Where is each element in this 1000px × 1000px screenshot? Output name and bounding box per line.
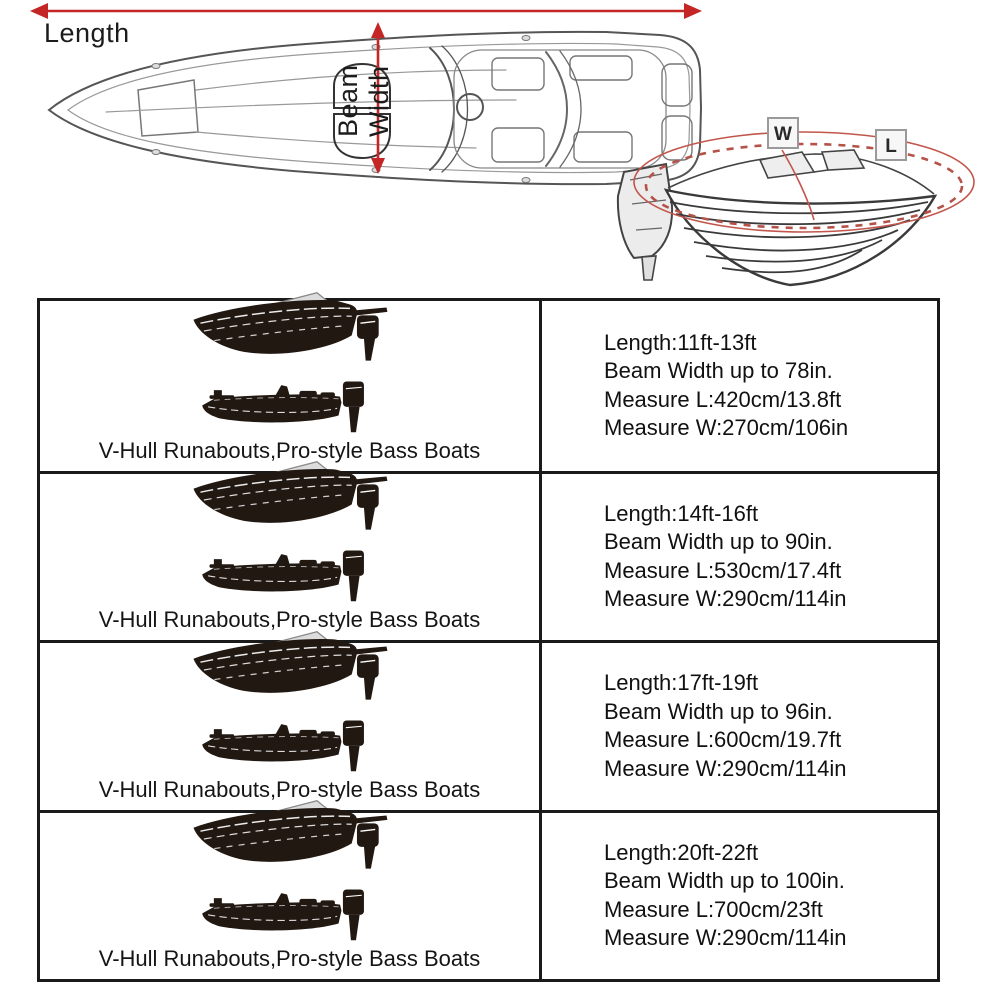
spec-measure-l: Measure L:700cm/23ft	[604, 896, 823, 922]
svg-text:L: L	[885, 136, 897, 157]
spec-beam-width: Beam Width up to 96in.	[604, 698, 833, 724]
runabout-silhouette-icon	[184, 630, 396, 710]
length-label: Length	[44, 18, 130, 48]
spec-measure-l: Measure L:420cm/13.8ft	[604, 386, 842, 412]
runabout-silhouette-icon	[184, 291, 396, 371]
boat-silhouettes	[176, 291, 404, 438]
boat-types-caption: V-Hull Runabouts,Pro-style Bass Boats	[98, 607, 481, 632]
spec-measure-l: Measure L:530cm/17.4ft	[604, 557, 842, 583]
bass-boat-silhouette-icon	[176, 549, 404, 607]
boat-silhouettes	[176, 630, 404, 777]
spec-measure-l: Measure L:600cm/19.7ft	[604, 727, 842, 753]
size-row-2	[40, 471, 937, 641]
specs-cell	[539, 813, 937, 980]
boat-types-cell	[40, 301, 539, 471]
boat-types-caption: V-Hull Runabouts,Pro-style Bass Boats	[98, 437, 481, 463]
spec-beam-width: Beam Width up to 78in.	[604, 358, 833, 384]
specs-cell	[539, 643, 937, 810]
boat-types-cell	[40, 474, 539, 641]
size-table	[37, 298, 940, 982]
spec-length: Length:11ft-13ft	[604, 329, 757, 355]
spec-length: Length:20ft-22ft	[604, 839, 759, 865]
spec-length: Length:17ft-19ft	[604, 670, 759, 696]
boat-types-cell	[40, 813, 539, 980]
bass-boat-silhouette-icon	[176, 719, 404, 777]
covered-boat-illustration	[610, 108, 1000, 294]
bass-boat-silhouette-icon	[176, 888, 404, 946]
spec-beam-width: Beam Width up to 90in.	[604, 529, 833, 555]
boat-silhouettes	[176, 460, 404, 607]
runabout-silhouette-icon	[184, 460, 396, 540]
spec-measure-w: Measure W:290cm/114in	[604, 586, 847, 612]
svg-text:W: W	[774, 124, 792, 145]
boat-types-caption: V-Hull Runabouts,Pro-style Bass Boats	[98, 946, 481, 971]
spec-measure-w: Measure W:270cm/106in	[604, 415, 849, 441]
runabout-silhouette-icon	[184, 799, 396, 879]
spec-beam-width: Beam Width up to 100in.	[604, 868, 845, 894]
size-row-3	[40, 640, 937, 810]
spec-length: Length:14ft-16ft	[604, 500, 759, 526]
specs-cell	[539, 474, 937, 641]
spec-measure-w: Measure W:290cm/114in	[604, 925, 847, 951]
cover-length-tag	[876, 130, 906, 160]
cover-width-tag	[768, 118, 798, 148]
specs-cell	[539, 301, 937, 471]
boat-silhouettes	[176, 799, 404, 946]
size-row-4	[40, 810, 937, 980]
boat-types-cell	[40, 643, 539, 810]
beam-width-label: Beam Width	[333, 64, 394, 138]
spec-measure-w: Measure W:290cm/114in	[604, 755, 847, 781]
boat-types-caption: V-Hull Runabouts,Pro-style Bass Boats	[98, 776, 481, 802]
bass-boat-silhouette-icon	[176, 380, 404, 438]
size-row-1	[40, 301, 937, 471]
